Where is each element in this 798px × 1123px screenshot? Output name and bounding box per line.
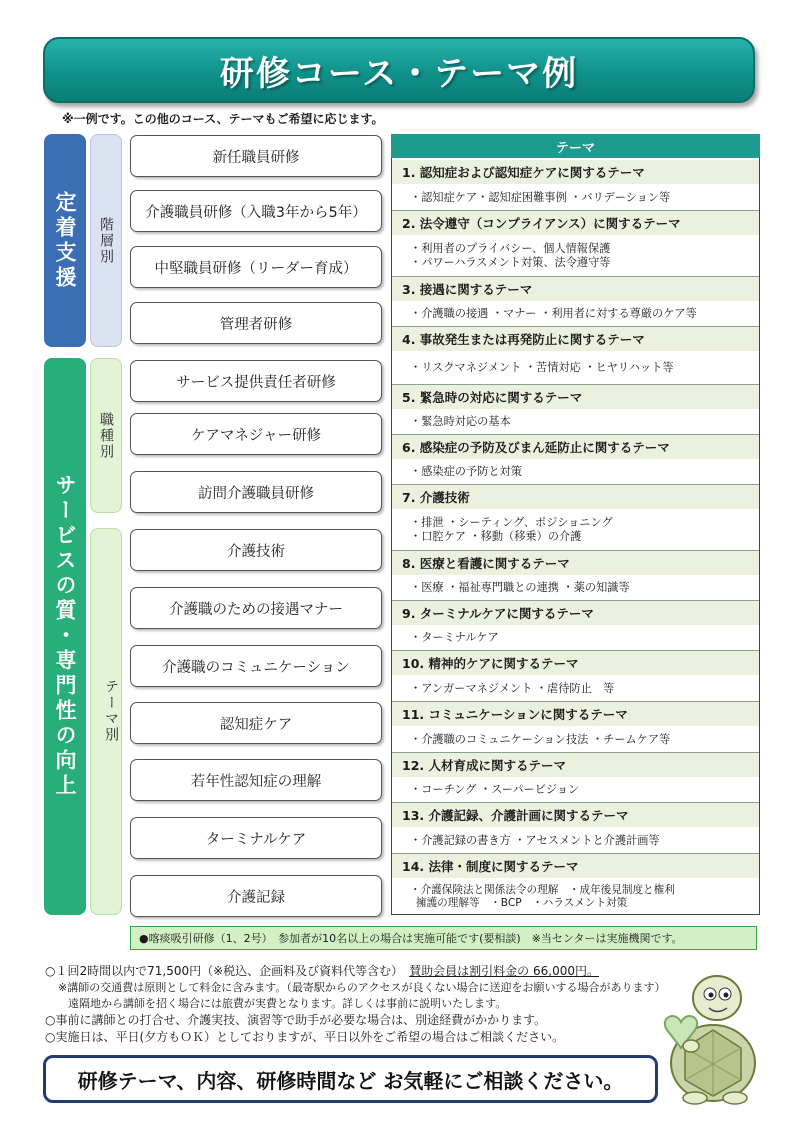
course-box: 認知症ケア xyxy=(130,702,382,744)
schedule-note: ○実施日は、平日(夕方もＯＫ）としておりますが、平日以外をご希望の場合はご相談ください。 xyxy=(45,1030,565,1044)
theme-detail: ・リスクマネジメント ・苦情対応 ・ヒヤリハット等 xyxy=(392,352,759,384)
theme-detail: ・排泄 ・シーティング、ポジショニング ・口腔ケア ・移動（移乗）の介護 xyxy=(392,510,759,550)
course-box: 介護職員研修（入職3年から5年） xyxy=(130,190,382,232)
member-discount: 賛助会員は割引料金の 66,000円。 xyxy=(409,964,599,978)
travel-note-1: ※講師の交通費は原則として料金に含みます。（最寄駅からのアクセスが良くない場合に送迎をお願いする場合があります） xyxy=(58,981,666,994)
course-box: サービス提供責任者研修 xyxy=(130,360,382,402)
theme-detail: ・介護職のコミュニケーション技法 ・チームケア等 xyxy=(392,727,759,752)
theme-detail: ・介護保険法と関係法令の理解 ・成年後見制度と権利 擁護の理解等 ・BCP ・ハラスメント対策 xyxy=(392,879,759,914)
category-by-level: 階層別 xyxy=(90,134,122,347)
consultation-callout: 研修テーマ、内容、研修時間など お気軽にご相談ください。 xyxy=(43,1055,658,1103)
course-box: 介護職のコミュニケーション xyxy=(130,645,382,687)
theme-detail: ・介護職の接遇 ・マナー ・利用者に対する尊厳のケア等 xyxy=(392,302,759,326)
theme-title: 11. コミュニケーションに関するテーマ xyxy=(392,702,759,726)
theme-table-header: テーマ xyxy=(391,134,760,158)
course-box: 新任職員研修 xyxy=(130,135,382,177)
suction-training-note: ●喀痰吸引研修（1、2号） 参加者が10名以上の場合は実施可能です(要相談) ※当センターは実施機関です。 xyxy=(130,926,757,950)
course-box: ケアマネジャー研修 xyxy=(130,413,382,455)
turtle-mascot-icon xyxy=(655,968,765,1108)
course-box: 中堅職員研修（リーダー育成） xyxy=(130,246,382,288)
course-box: 管理者研修 xyxy=(130,302,382,344)
theme-title: 2. 法令遵守（コンプライアンス）に関するテーマ xyxy=(392,211,759,235)
course-box: 介護記録 xyxy=(130,875,382,917)
subtitle-note: ※一例です。この他のコース、テーマもご希望に応じます。 xyxy=(62,112,384,126)
course-box: 介護技術 xyxy=(130,529,382,571)
theme-detail: ・ターミナルケア xyxy=(392,626,759,650)
theme-detail: ・介護記録の書き方 ・アセスメントと介護計画等 xyxy=(392,828,759,853)
theme-detail: ・コーチング ・スーパービジョン xyxy=(392,778,759,802)
theme-detail: ・認知症ケア・認知症困難事例 ・バリデーション等 xyxy=(392,185,759,210)
theme-detail: ・医療 ・福祉専門職との連携 ・薬の知識等 xyxy=(392,576,759,600)
title-banner xyxy=(43,37,755,103)
theme-title: 13. 介護記録、介護計画に関するテーマ xyxy=(392,803,759,827)
theme-detail: ・利用者のプライバシー、個人情報保護 ・パワーハラスメント対策、法令遵守等 xyxy=(392,236,759,276)
category-quality: サービスの質・専門性の向上 xyxy=(44,358,86,915)
theme-title: 7. 介護技術 xyxy=(392,485,759,509)
theme-title: 12. 人材育成に関するテーマ xyxy=(392,753,759,777)
theme-title: 9. ターミナルケアに関するテーマ xyxy=(392,601,759,625)
theme-detail: ・感染症の予防と対策 xyxy=(392,460,759,484)
course-box: 若年性認知症の理解 xyxy=(130,759,382,801)
category-settle: 定着支援 xyxy=(44,134,86,347)
assistant-note: ○事前に講師との打合せ、介護実技、演習等で助手が必要な場合は、別途経費がかかります。 xyxy=(45,1013,547,1027)
theme-detail: ・緊急時対応の基本 xyxy=(392,410,759,434)
theme-title: 10. 精神的ケアに関するテーマ xyxy=(392,651,759,675)
theme-title: 8. 医療と看護に関するテーマ xyxy=(392,551,759,575)
page-title: 研修コース・テーマ例 xyxy=(219,53,579,94)
theme-title: 4. 事故発生または再発防止に関するテーマ xyxy=(392,327,759,351)
theme-title: 6. 感染症の予防及びまん延防止に関するテーマ xyxy=(392,435,759,459)
travel-note-2: 遠隔地から講師を招く場合には旅費が実費となります。詳しくは事前に説明いたします。 xyxy=(68,997,507,1010)
theme-title: 14. 法律・制度に関するテーマ xyxy=(392,854,759,878)
course-box: 介護職のための接遇マナー xyxy=(130,587,382,629)
course-box: 訪問介護職員研修 xyxy=(130,471,382,513)
fee-info: ○１回2時間以内で71,500円（※税込、企画料及び資料代等含む） 賛助会員は割引料金の 66,000円。 xyxy=(45,964,599,978)
theme-title: 3. 接遇に関するテーマ xyxy=(392,277,759,301)
theme-title: 5. 緊急時の対応に関するテーマ xyxy=(392,385,759,409)
category-by-job: 職種別 xyxy=(90,358,122,513)
theme-title: 1. 認知症および認知症ケアに関するテーマ xyxy=(392,160,759,184)
course-box: ターミナルケア xyxy=(130,817,382,859)
category-by-theme: テーマ別 xyxy=(90,528,122,915)
theme-detail: ・アンガーマネジメント ・虐待防止 等 xyxy=(392,676,759,701)
